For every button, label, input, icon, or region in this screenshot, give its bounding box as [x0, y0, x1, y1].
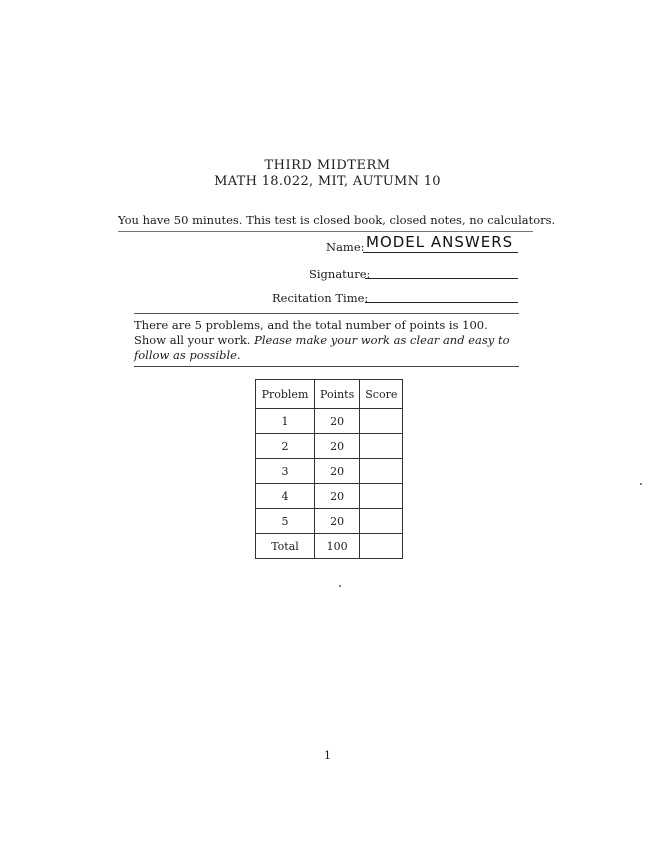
instructions-paragraph [134, 318, 522, 363]
table-row [256, 409, 403, 434]
points-cell: 20 [315, 459, 360, 484]
exam-instructions: You have 50 minutes. This test is closed book, closed notes, no calculators. [118, 213, 556, 227]
score-cell[interactable] [360, 484, 403, 509]
table-row [256, 459, 403, 484]
score-table [255, 379, 403, 559]
table-row [256, 484, 403, 509]
points-cell: 20 [315, 484, 360, 509]
score-cell[interactable] [360, 509, 403, 534]
header-points: Points [315, 380, 360, 409]
signature-label: Signature: [309, 267, 371, 281]
exam-title: THIRD MIDTERM [264, 158, 391, 173]
score-cell[interactable] [360, 534, 403, 559]
points-cell: 20 [315, 409, 360, 434]
name-line [363, 252, 518, 253]
scan-speck [339, 585, 341, 587]
header-score: Score [360, 380, 403, 409]
name-label: Name: [326, 240, 365, 254]
problem-cell: Total [256, 534, 315, 559]
problem-cell: 4 [256, 484, 315, 509]
score-table-header [256, 380, 403, 409]
points-cell: 20 [315, 509, 360, 534]
table-row-total [256, 534, 403, 559]
problem-cell: 5 [256, 509, 315, 534]
name-value[interactable]: MODEL ANSWERS [366, 233, 514, 251]
signature-line[interactable] [365, 278, 518, 279]
intro-rule [118, 231, 533, 232]
instructions-plain: There are 5 problems, and the total number of points is 100. Show all your work. [134, 318, 488, 347]
recitation-label: Recitation Time: [272, 291, 369, 305]
paragraph-bottom-rule [134, 366, 519, 367]
recitation-line[interactable] [365, 302, 518, 303]
table-row [256, 434, 403, 459]
course-title: MATH 18.022, MIT, AUTUMN 10 [214, 174, 441, 189]
table-row [256, 509, 403, 534]
page-number: 1 [324, 749, 331, 762]
header-problem: Problem [256, 380, 315, 409]
instructions-italic: Please make your work as clear and easy to follow as possible. [134, 333, 510, 362]
points-cell: 20 [315, 434, 360, 459]
problem-cell: 3 [256, 459, 315, 484]
score-cell[interactable] [360, 409, 403, 434]
paragraph-top-rule [134, 313, 519, 314]
problem-cell: 2 [256, 434, 315, 459]
score-cell[interactable] [360, 459, 403, 484]
points-cell: 100 [315, 534, 360, 559]
problem-cell: 1 [256, 409, 315, 434]
score-cell[interactable] [360, 434, 403, 459]
scan-speck [640, 483, 642, 485]
